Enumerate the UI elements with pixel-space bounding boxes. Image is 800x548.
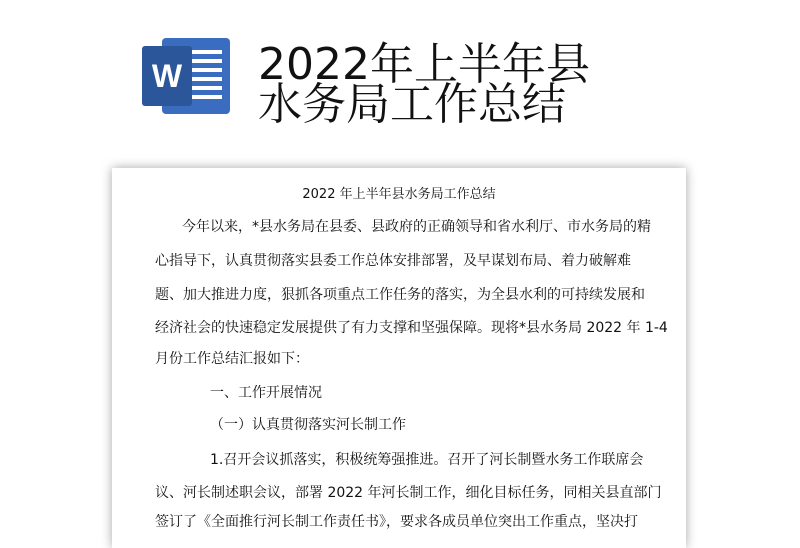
page-title-line-1: 2022年上半年县 bbox=[258, 39, 590, 90]
word-icon-letter: W bbox=[151, 58, 183, 94]
word-icon bbox=[140, 36, 232, 116]
document-line: 心指导下，认真贯彻落实县委工作总体安排部署，及早谋划布局、着力破解难 bbox=[155, 253, 631, 269]
document-line: 经济社会的快速稳定发展提供了有力支撑和坚强保障。现将*县水务局 2022 年 1-4 bbox=[155, 320, 668, 336]
document-line: 题、加大推进力度，狠抓各项重点工作任务的落实，为全县水利的可持续发展和 bbox=[155, 287, 645, 303]
document-line: 今年以来，*县水务局在县委、县政府的正确领导和省水利厅、市水务局的精 bbox=[182, 219, 651, 235]
section-heading: 一、工作开展情况 bbox=[210, 385, 322, 401]
document-title: 2022 年上半年县水务局工作总结 bbox=[302, 187, 496, 202]
document-page-preview bbox=[112, 168, 686, 548]
document-line: 议、河长制述职会议，部署 2022 年河长制工作，细化目标任务，同相关县直部门 bbox=[155, 485, 662, 501]
document-line: 1.召开会议抓落实，积极统筹强推进。召开了河长制暨水务工作联席会 bbox=[210, 452, 644, 468]
subsection-heading: （一）认真贯彻落实河长制工作 bbox=[210, 417, 406, 433]
document-line: 签订了《全面推行河长制工作责任书》，要求各成员单位突出工作重点，坚决打 bbox=[155, 514, 638, 530]
page-title-line-2: 水务局工作总结 bbox=[258, 79, 566, 130]
document-header bbox=[0, 0, 800, 150]
document-line: 月份工作总结汇报如下： bbox=[155, 351, 309, 367]
